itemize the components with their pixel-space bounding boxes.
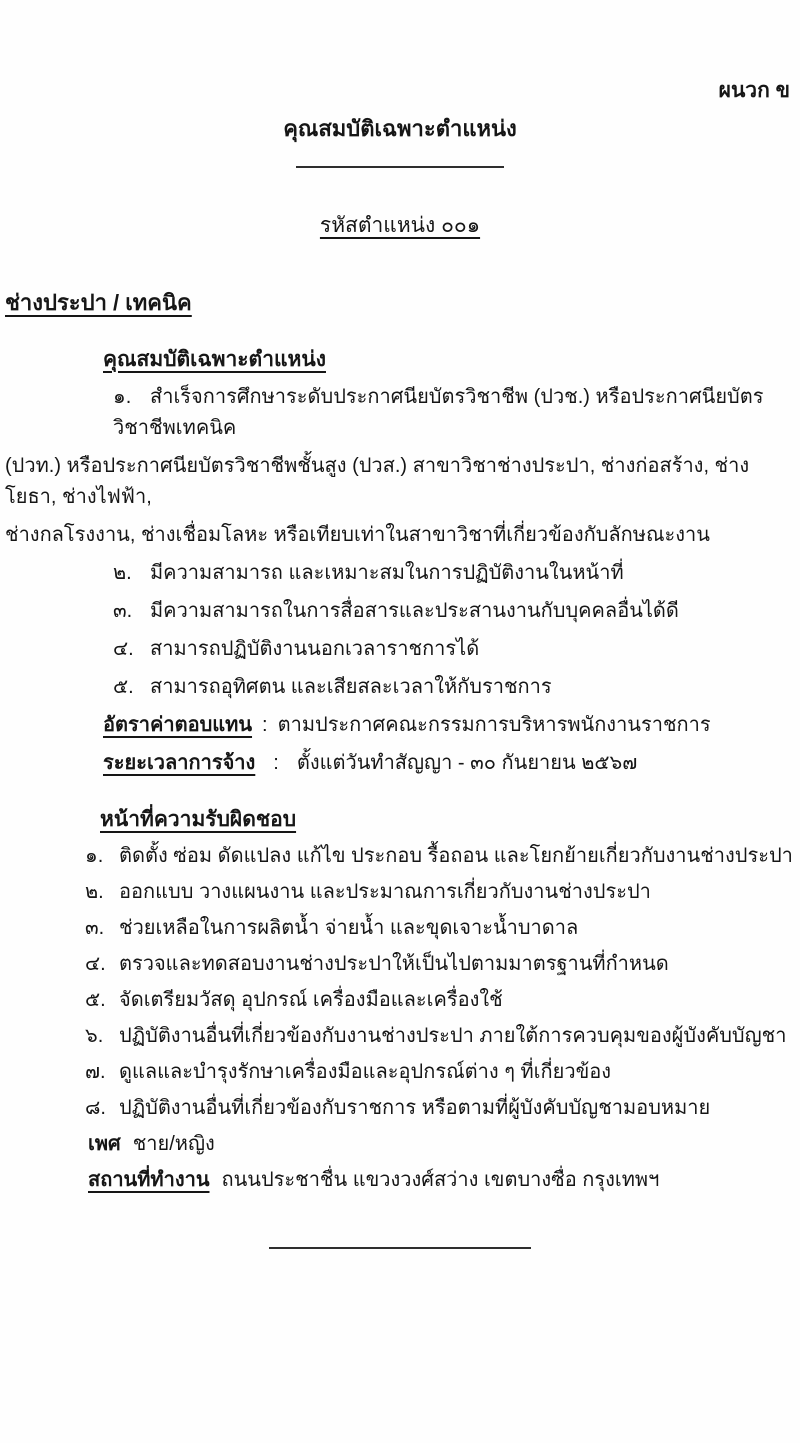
item-text: ดูแลและบำรุงรักษาเครื่องมือและอุปกรณ์ต่าง ๆ ที่เกี่ยวข้อง xyxy=(119,1061,612,1083)
responsibility-item xyxy=(0,841,800,871)
separator: : xyxy=(273,752,279,774)
item-text: ปฏิบัติงานอื่นที่เกี่ยวข้องกับงานช่างประปา ภายใต้การควบคุมของผู้บังคับบัญชา xyxy=(119,1025,787,1047)
item-number: ๔. xyxy=(113,638,134,660)
item-number: ๑. xyxy=(85,845,104,867)
item-text: ติดตั้ง ซ่อม ดัดแปลง แก้ไข ประกอบ รื้อถอน และโยกย้ายเกี่ยวกับงานช่างประปา xyxy=(119,845,793,867)
item-number: ๓. xyxy=(85,917,105,939)
employment-period-value: ตั้งแต่วันทำสัญญา - ๓๐ กันยายน ๒๕๖๗ xyxy=(296,752,638,774)
title-divider xyxy=(296,166,504,168)
item-text: สำเร็จการศึกษาระดับประกาศนียบัตรวิชาชีพ (ปวช.) หรือประกาศนียบัตรวิชาชีพเทคนิค xyxy=(113,386,764,439)
compensation-row xyxy=(0,710,800,741)
item-number: ๕. xyxy=(85,989,106,1011)
item-number: ๓. xyxy=(113,600,133,622)
item-number: ๒. xyxy=(85,881,104,903)
position-name-heading xyxy=(0,287,800,319)
qualification-item-1-line-1 xyxy=(0,382,800,444)
qualification-item xyxy=(0,634,800,665)
item-text: สามารถอุทิศตน และเสียสละเวลาให้กับราชการ xyxy=(150,676,552,698)
gender-label: เพศ xyxy=(88,1133,121,1155)
qualification-item-1-line-2: (ปวท.) หรือประกาศนียบัตรวิชาชีพชั้นสูง (ปวส.) สาขาวิชาช่างประปา, ช่างก่อสร้าง, ช่างโยธา, ช่างไฟฟ้า, xyxy=(5,455,750,508)
employment-period-row xyxy=(0,748,800,779)
item-text: ช่วยเหลือในการผลิตน้ำ จ่ายน้ำ และขุดเจาะน้ำบาดาล xyxy=(119,917,579,939)
workplace-value: ถนนประชาชื่น แขวงวงศ์สว่าง เขตบางซื่อ กรุงเทพฯ xyxy=(221,1169,660,1191)
gender-value: ชาย/หญิง xyxy=(132,1133,215,1155)
position-code xyxy=(0,210,800,242)
item-text: ออกแบบ วางแผนงาน และประมาณการเกี่ยวกับงานช่างประปา xyxy=(119,881,651,903)
item-number: ๖. xyxy=(85,1025,104,1047)
item-number: ๔. xyxy=(85,953,106,975)
responsibility-item xyxy=(0,949,800,979)
workplace-row xyxy=(0,1165,800,1195)
responsibility-item xyxy=(0,913,800,943)
responsibility-item xyxy=(0,1021,800,1051)
item-text: มีความสามารถ และเหมาะสมในการปฏิบัติงานในหน้าที่ xyxy=(150,562,624,584)
responsibilities-heading: หน้าที่ความรับผิดชอบ xyxy=(100,808,297,831)
footer-divider xyxy=(269,1247,531,1249)
qualification-item xyxy=(0,672,800,703)
item-number: ๕. xyxy=(113,676,134,698)
qualification-item xyxy=(0,596,800,627)
responsibility-item xyxy=(0,1057,800,1087)
responsibility-item xyxy=(0,985,800,1015)
employment-period-label: ระยะเวลาการจ้าง xyxy=(103,752,256,774)
item-text: มีความสามารถในการสื่อสารและประสานงานกับบุคคลอื่นได้ดี xyxy=(150,600,679,622)
item-number: ๒. xyxy=(113,562,132,584)
position-name-text: ช่างประปา / เทคนิค xyxy=(5,290,192,315)
responsibility-item xyxy=(0,1093,800,1123)
qualification-item-1-line-3: ช่างกลโรงงาน, ช่างเชื่อมโลหะ หรือเทียบเท่าในสาขาวิชาที่เกี่ยวข้องกับลักษณะงาน xyxy=(5,524,710,546)
item-number: ๑. xyxy=(113,386,132,408)
page-title: คุณสมบัติเฉพาะตำแหน่ง xyxy=(283,116,517,141)
compensation-value: ตามประกาศคณะกรรมการบริหารพนักงานราชการ xyxy=(277,714,711,736)
separator: : xyxy=(262,714,268,736)
item-number: ๘. xyxy=(85,1097,106,1119)
responsibility-item xyxy=(0,877,800,907)
item-text: สามารถปฏิบัติงานนอกเวลาราชการได้ xyxy=(150,638,480,660)
compensation-label: อัตราค่าตอบแทน xyxy=(103,714,253,736)
gender-row xyxy=(0,1129,800,1159)
qualification-item xyxy=(0,558,800,589)
item-text: จัดเตรียมวัสดุ อุปกรณ์ เครื่องมือและเครื่องใช้ xyxy=(119,989,503,1011)
position-code-text: รหัสตำแหน่ง ๐๐๑ xyxy=(319,214,481,237)
item-text: ปฏิบัติงานอื่นที่เกี่ยวข้องกับราชการ หรือตามที่ผู้บังคับบัญชามอบหมาย xyxy=(119,1097,711,1119)
qualifications-heading: คุณสมบัติเฉพาะตำแหน่ง xyxy=(103,348,326,371)
workplace-label: สถานที่ทำงาน xyxy=(88,1169,210,1191)
item-text: ตรวจและทดสอบงานช่างประปาให้เป็นไปตามมาตรฐานที่กำหนด xyxy=(119,953,669,975)
appendix-label: ผนวก ข xyxy=(718,79,790,102)
item-number: ๗. xyxy=(85,1061,106,1083)
